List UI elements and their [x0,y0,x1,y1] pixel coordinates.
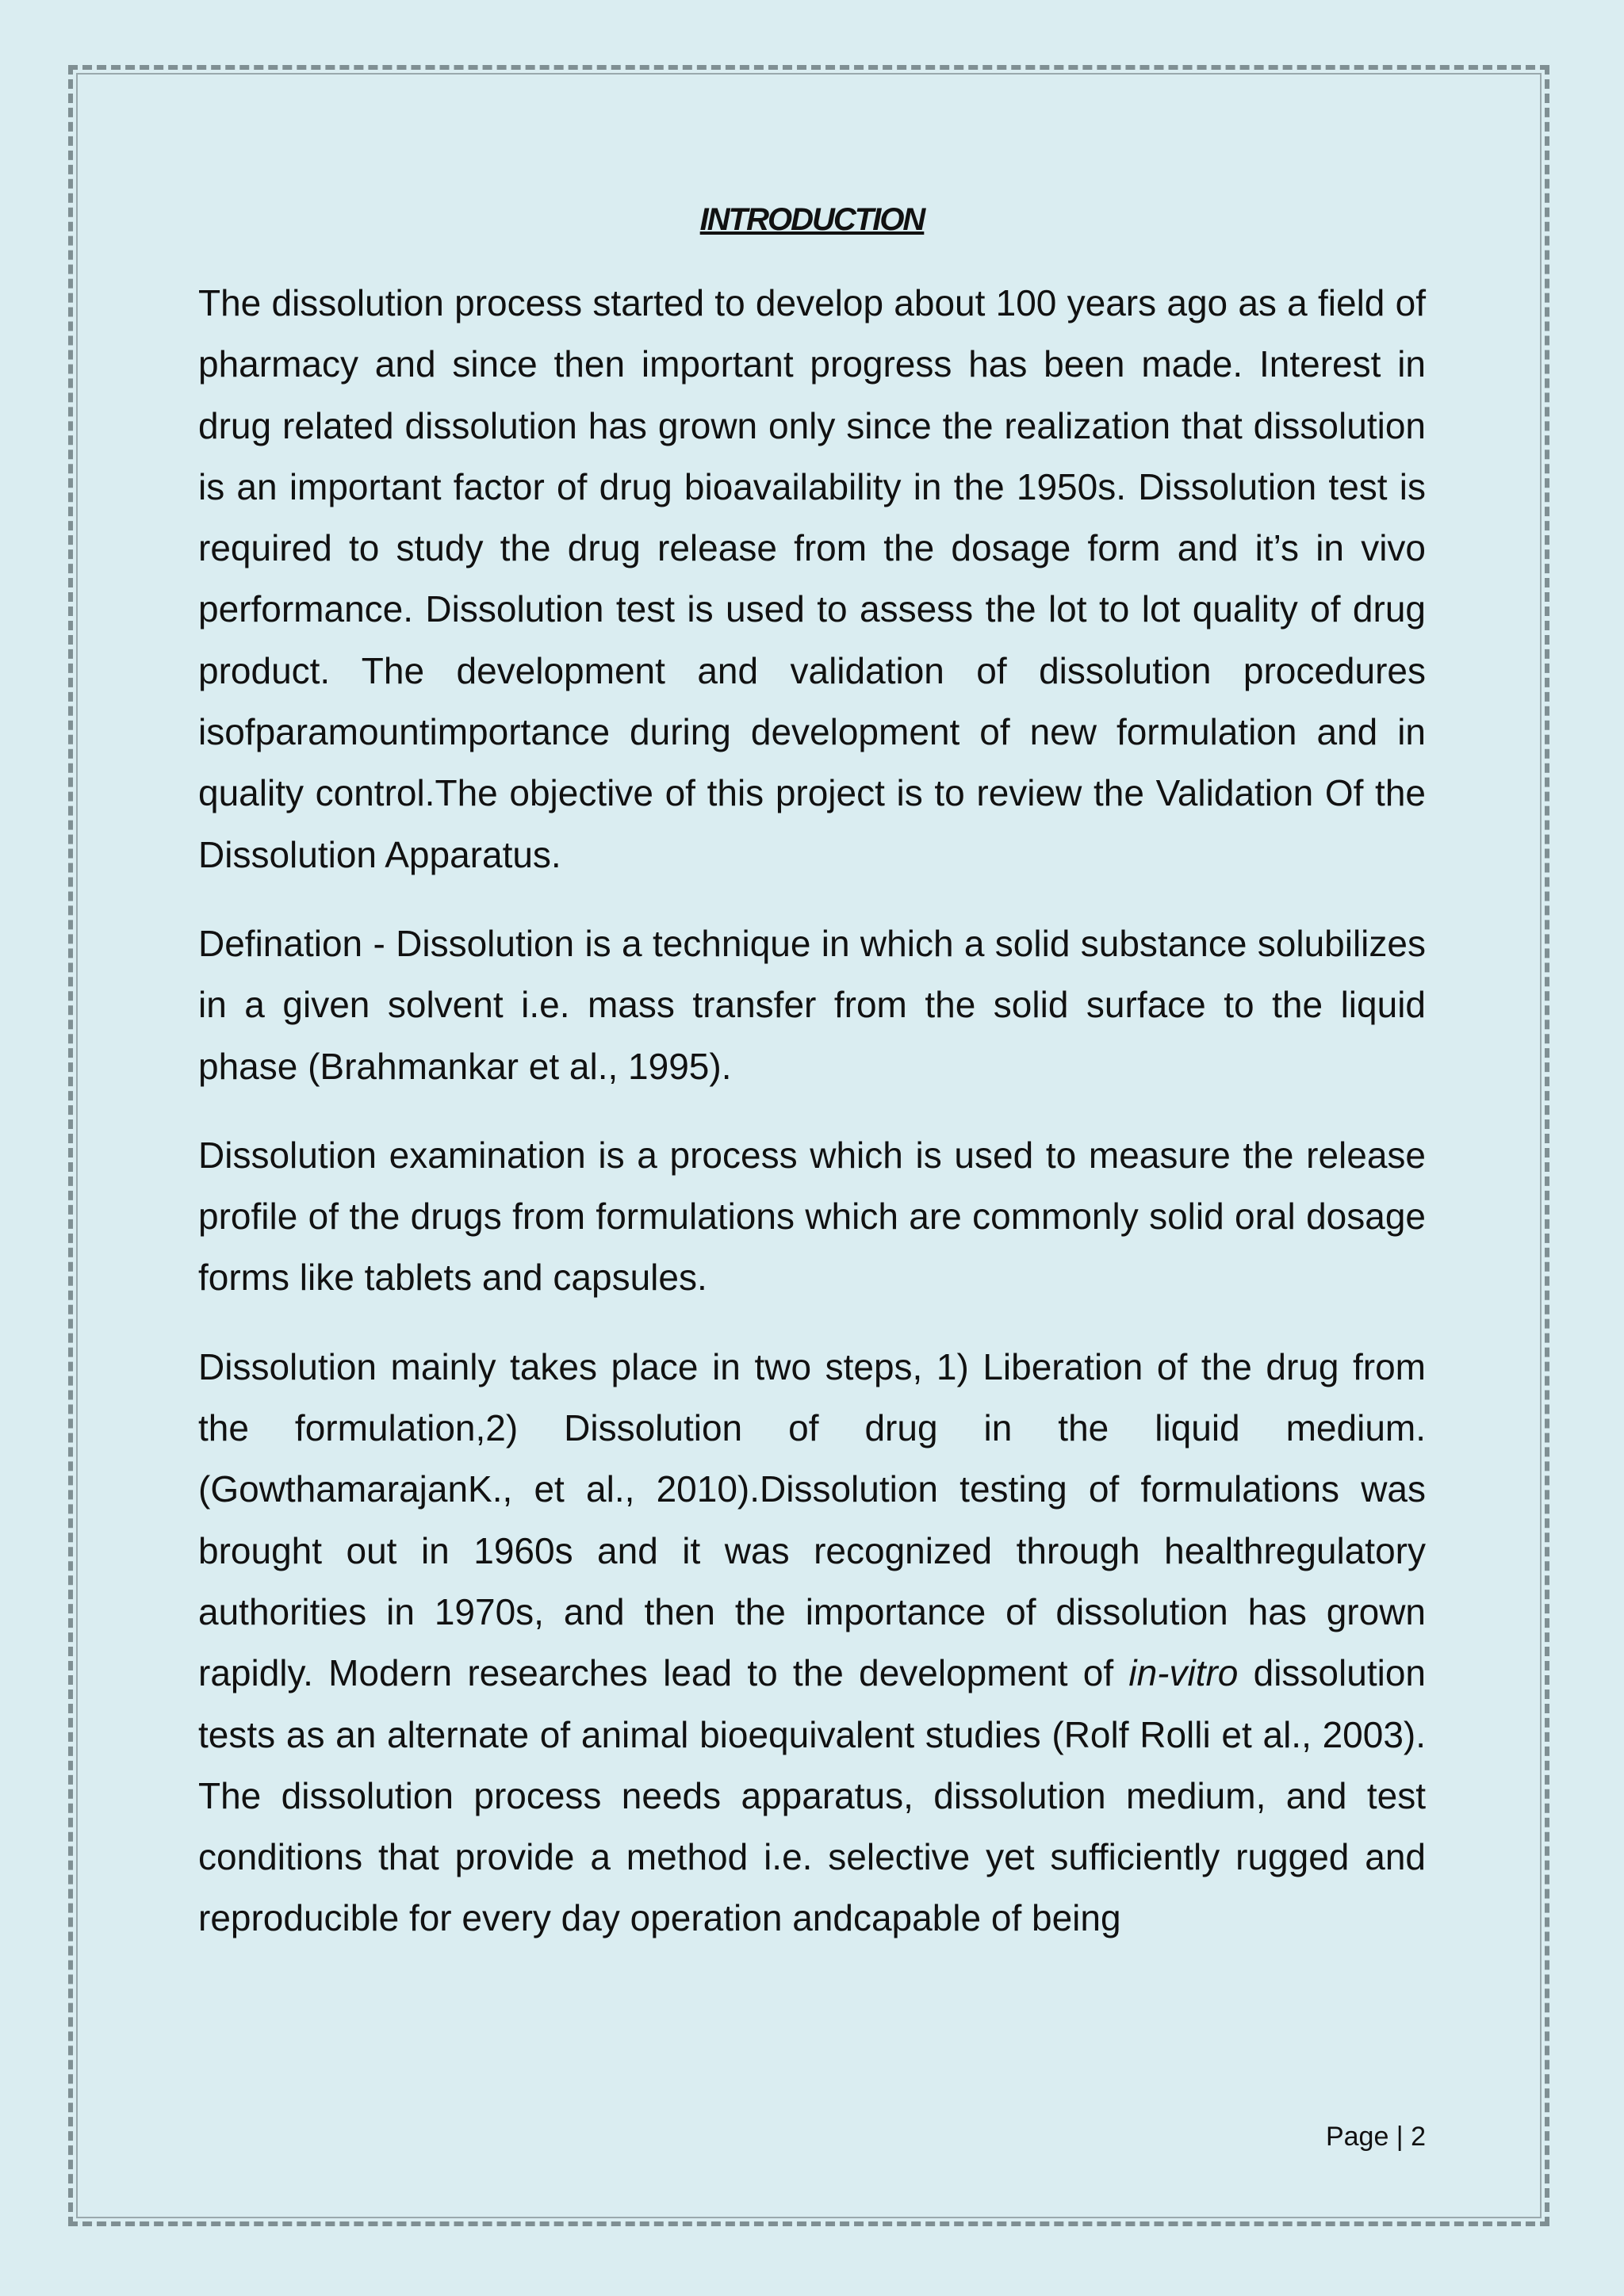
page-number: Page | 2 [1325,2122,1426,2152]
document-body [198,190,1426,1977]
paragraph-definition: Defination - Dissolution is a technique in which a solid substance solubilizes in a given solvent i.e. mass transfer from the solid surface to the liquid phase (Brahmankar et al., 1995). [198,922,1426,1087]
page-title: INTRODUCTION [699,202,925,237]
paragraph-steps-italic: in-vitro [1128,1652,1239,1694]
paragraph-intro: The dissolution process started to develop about 100 years ago as a field of pharmacy and since then important progress has been made. Interest in drug related dissolution has grown only since the realization that dissolution is an important factor of drug bioavailability in the 1950s. Dissolution test is required to study the drug release from the dosage form and it’s in vivo performance. Dissolution test is used to assess the lot to lot quality of drug product. The development and validation of dissolution procedures isofparamountimportance during development of new formulation and in quality control.The objective of this project is to review the Validation Of the Dissolution Apparatus. [198,282,1426,875]
paragraph-steps-text-a: Dissolution mainly takes place in two steps, 1) Liberation of the drug from the formulation,2) Dissolution of drug in the liquid medium. (GowthamarajanK., et al., 2010).Dissolution testing of formulations was brought out in 1960s and it was recognized through healthregulatory authorities in 1970s, and then the importance of dissolution has grown rapidly. Modern researches lead to the development of [198,1345,1426,1694]
paragraph-steps [198,1337,1426,1950]
paragraph-examination: Dissolution examination is a process which is used to measure the release profile of the drugs from formulations which are commonly solid oral dosage forms like tablets and capsules. [198,1134,1426,1299]
paragraph-steps-text-b: dissolution tests as an alternate of animal bioequivalent studies (Rolf Rolli et al., 2003). The dissolution process needs apparatus, dissolution medium, and test conditions that provide a method i.e. selective yet sufficiently rugged and reproducible for every day operation andcapable of being [198,1652,1426,1939]
